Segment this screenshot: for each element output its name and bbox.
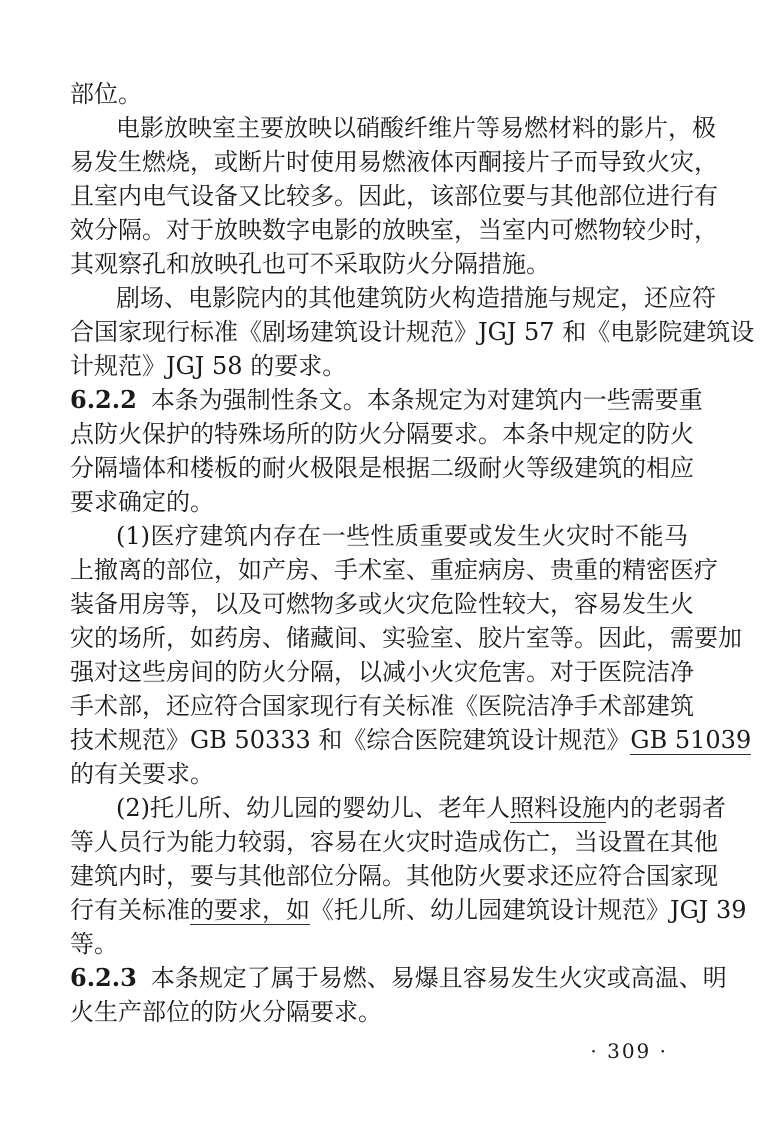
text-line: 要求确定的。 [70, 488, 214, 516]
text-segment: 技术规范》GB 50333 和《综合医院建筑设计规范》 [70, 726, 631, 754]
text-segment: 《托儿所、幼儿园建筑设计规范》JGJ 39 [310, 896, 747, 924]
clause-text: 本条为强制性条文。本条规定为对建筑内一些需要重 [150, 386, 703, 414]
text-line: 分隔墙体和楼板的耐火极限是根据二级耐火等级建筑的相应 [70, 454, 694, 482]
underlined-text: 的要求，如 [190, 896, 310, 924]
underlined-standard-ref: GB 51039 [630, 726, 752, 754]
text-line: 手术部，还应符合国家现行有关标准《医院洁净手术部建筑 [70, 692, 694, 720]
text-line: 强对这些房间的防火分隔，以减小火灾危害。对于医院洁净 [70, 658, 694, 686]
text-line: 点防火保护的特殊场所的防火分隔要求。本条中规定的防火 [70, 420, 694, 448]
text-line: 计规范》JGJ 58 的要求。 [70, 352, 347, 380]
text-line: 其观察孔和放映孔也可不采取防火分隔措施。 [70, 250, 550, 278]
text-line: 剧场、电影院内的其他建筑防火构造措施与规定，还应符 [116, 284, 716, 312]
text-line: 的有关要求。 [70, 760, 214, 788]
clause-text: 本条规定了属于易燃、易爆且容易发生火灾或高温、明 [150, 964, 727, 992]
text-segment: (2)托儿所、幼儿园的婴幼儿、老年人 [116, 794, 510, 822]
text-line: 且室内电气设备又比较多。因此，该部位要与其他部位进行有 [70, 182, 718, 210]
page-number: · 309 · [590, 1039, 668, 1063]
text-line: 等。 [70, 930, 118, 958]
text-line: 等人员行为能力较弱，容易在火灾时造成伤亡，当设置在其他 [70, 828, 718, 856]
text-line: 易发生燃烧，或断片时使用易燃液体丙酮接片子而导致火灾， [70, 148, 718, 176]
text-segment: 行有关标准 [70, 896, 190, 924]
text-line: 装备用房等，以及可燃物多或火灾危险性较大，容易发生火 [70, 590, 694, 618]
text-line: 效分隔。对于放映数字电影的放映室，当室内可燃物较少时， [70, 216, 718, 244]
text-line: 部位。 [70, 80, 142, 108]
clause-number: 6.2.3 [70, 963, 137, 992]
text-line: 上撤离的部位，如产房、手术室、重症病房、贵重的精密医疗 [70, 556, 718, 584]
underlined-text: 照料设施 [510, 794, 606, 822]
text-line: 建筑内时，要与其他部位分隔。其他防火要求还应符合国家现 [70, 862, 718, 890]
clause-number: 6.2.2 [70, 385, 137, 414]
text-line: (1)医疗建筑内存在一些性质重要或发生火灾时不能马 [116, 522, 688, 550]
text-line: 电影放映室主要放映以硝酸纤维片等易燃材料的影片，极 [116, 114, 716, 142]
text-segment: 内的老弱者 [606, 794, 726, 822]
text-line: 合国家现行标准《剧场建筑设计规范》JGJ 57 和《电影院建筑设 [70, 318, 755, 346]
text-line: 火生产部位的防火分隔要求。 [70, 998, 382, 1026]
text-line: 灾的场所，如药房、储藏间、实验室、胶片室等。因此，需要加 [70, 624, 742, 652]
